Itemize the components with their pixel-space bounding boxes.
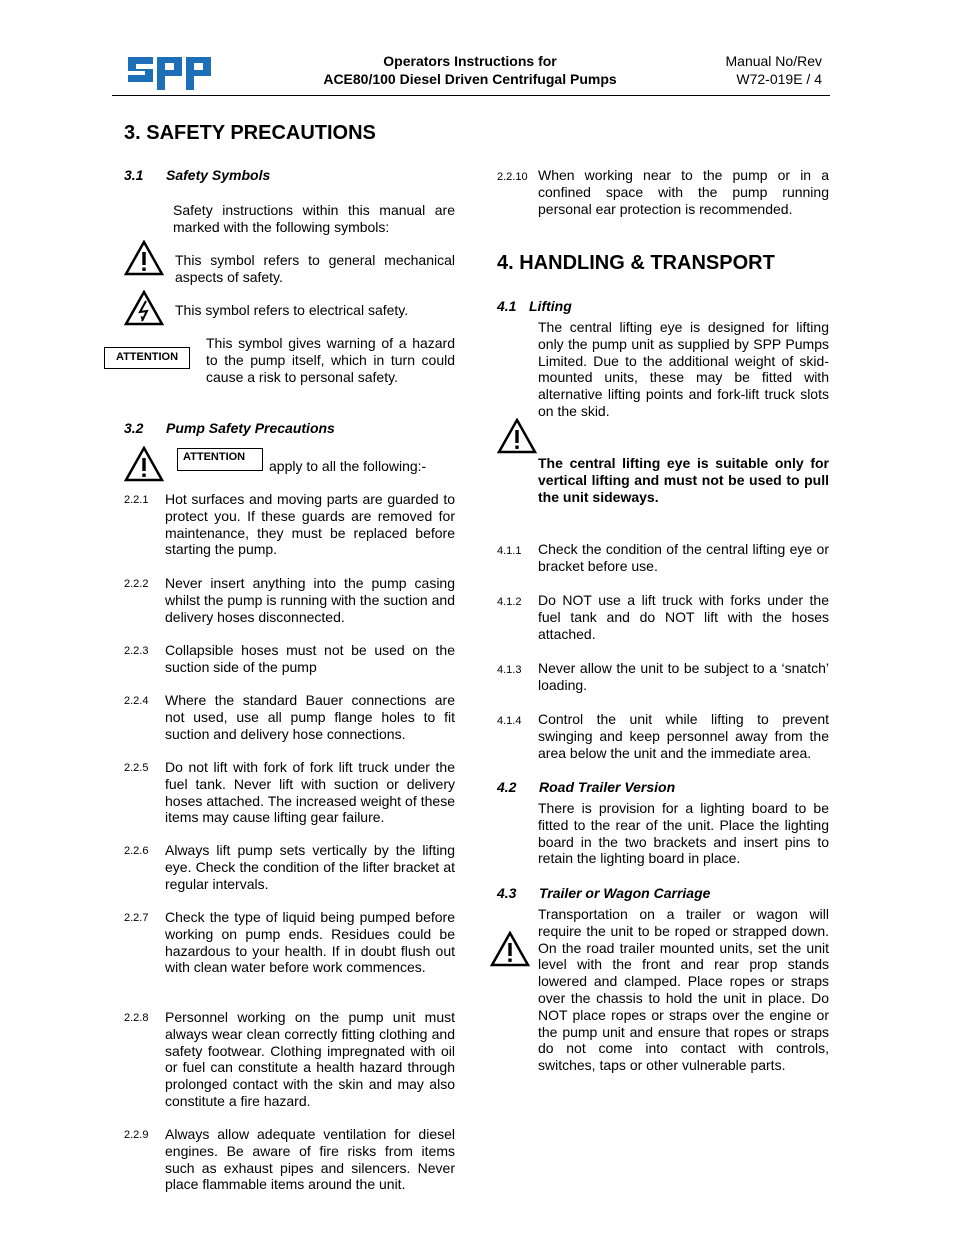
section-number: 3.1 bbox=[124, 167, 144, 183]
precaution-item-text: Always lift pump sets vertically by the lifting eye. Check the condition of the lifter bracket at regular intervals. bbox=[165, 842, 455, 892]
spp-logo bbox=[128, 57, 212, 90]
section-3-2-heading bbox=[124, 420, 335, 436]
section-number: 3.2 bbox=[124, 420, 144, 436]
section-number: 4.3 bbox=[497, 885, 517, 901]
attention-label: ATTENTION bbox=[177, 448, 263, 471]
lifting-warning: The central lifting eye is suitable only for vertical lifting and must not be used to pull the unit sideways. bbox=[538, 455, 829, 505]
lifting-item-text: Check the condition of the central lifting eye or bracket before use. bbox=[538, 541, 829, 574]
title-line-2: ACE80/100 Diesel Driven Centrifugal Pumps bbox=[323, 71, 617, 87]
item-number: 2.2.7 bbox=[124, 912, 149, 924]
manual-label: Manual No/Rev bbox=[725, 53, 822, 69]
item-number: 4.1.4 bbox=[497, 715, 522, 727]
section-title: Trailer or Wagon Carriage bbox=[539, 885, 711, 901]
section-title: Road Trailer Version bbox=[539, 779, 676, 795]
section-4-1-heading bbox=[497, 298, 572, 314]
precaution-item-text: Hot surfaces and moving parts are guarded to protect you. If these guards are removed for maintenance, they must be replaced before starting the pump. bbox=[165, 491, 455, 558]
item-number: 2.2.2 bbox=[124, 578, 149, 590]
precaution-item-text: Do not lift with fork of fork lift truck under the fuel tank. Never lift with suction or delivery hoses attached. The increased weight of these items may cause lifting gear failure. bbox=[165, 759, 455, 826]
section-4-heading: 4. HANDLING & TRANSPORT bbox=[497, 252, 775, 274]
section-title: Lifting bbox=[529, 298, 572, 314]
warning-triangle-icon bbox=[124, 446, 164, 482]
item-number: 4.1.1 bbox=[497, 545, 522, 557]
attention-symbol-text: This symbol gives warning of a hazard to the pump itself, which in turn could cause a risk to personal safety. bbox=[206, 335, 455, 385]
attention-label: ATTENTION bbox=[104, 347, 190, 369]
electrical-symbol-text: This symbol refers to electrical safety. bbox=[175, 302, 409, 318]
section-title: Safety Symbols bbox=[166, 167, 271, 183]
section-number: 4.1 bbox=[497, 298, 517, 314]
attention-applies-text: apply to all the following:- bbox=[269, 458, 427, 474]
manual-number: W72-019E / 4 bbox=[736, 71, 822, 87]
item-number: 2.2.3 bbox=[124, 645, 149, 657]
section-number: 4.2 bbox=[497, 779, 517, 795]
section-3-1-heading bbox=[124, 167, 270, 183]
section-3-heading: 3. SAFETY PRECAUTIONS bbox=[124, 122, 376, 144]
lifting-item-text: Do NOT use a lift truck with forks under the fuel tank and do NOT lift with the hoses attached. bbox=[538, 592, 829, 642]
road-trailer-text: There is provision for a lighting board to be fitted to the rear of the unit. Place the lighting board in the two brackets and insert pins to retain the lighting board in place. bbox=[538, 800, 829, 867]
precaution-item-text: Never insert anything into the pump casing whilst the pump is running with the suction and delivery hoses disconnected. bbox=[165, 575, 455, 625]
item-number: 2.2.5 bbox=[124, 762, 149, 774]
lifting-item-text: Never allow the unit to be subject to a ‘snatch’ loading. bbox=[538, 660, 829, 693]
header-divider bbox=[112, 95, 830, 96]
item-number: 2.2.6 bbox=[124, 845, 149, 857]
precaution-item-text: Collapsible hoses must not be used on the suction side of the pump bbox=[165, 642, 455, 675]
lifting-description: The central lifting eye is designed for lifting only the pump unit as supplied by SPP Pumps Limited. Due to the additional weight of skid-mounted units, these may be fitted with alternative lifting points and fork-lift truck slots on the skid. bbox=[538, 319, 829, 419]
item-number: 4.1.2 bbox=[497, 596, 522, 608]
item-number: 2.2.8 bbox=[124, 1012, 149, 1024]
manual-info bbox=[700, 52, 822, 88]
document-title bbox=[300, 52, 640, 88]
precaution-item-text: Always allow adequate ventilation for diesel engines. Be aware of fire risks from items such as exhaust pipes and silencers. Never place flammable items around the unit. bbox=[165, 1126, 455, 1193]
item-number: 2.2.4 bbox=[124, 695, 149, 707]
warning-triangle-icon bbox=[124, 240, 164, 276]
section-4-2-heading bbox=[497, 779, 675, 795]
warning-triangle-icon bbox=[497, 418, 537, 454]
safety-symbols-intro: Safety instructions within this manual are marked with the following symbols: bbox=[173, 202, 455, 235]
item-number: 2.2.9 bbox=[124, 1129, 149, 1141]
mechanical-symbol-text: This symbol refers to general mechanical aspects of safety. bbox=[175, 252, 455, 285]
warning-triangle-icon bbox=[490, 931, 530, 967]
electrical-hazard-icon bbox=[124, 290, 164, 326]
lifting-item-text: Control the unit while lifting to prevent swinging and keep personnel away from the area below the unit and the immediate area. bbox=[538, 711, 829, 761]
trailer-carriage-text: Transportation on a trailer or wagon will require the unit to be roped or strapped down. On the road trailer mounted units, set the unit level with the front and rear prop stands lowered and clamped. Place ropes or straps over the chassis to hold the unit in place. Do NOT place ropes or straps over the engine or the pump unit and ensure that ropes or straps do not come into contact with controls, switches, taps or other vulnerable parts. bbox=[538, 906, 829, 1074]
section-4-3-heading bbox=[497, 885, 710, 901]
precaution-item-text: Where the standard Bauer connections are not used, use all pump flange holes to fit suction and delivery hose connections. bbox=[165, 692, 455, 742]
spp-logo-graphic bbox=[128, 57, 212, 90]
item-number: 4.1.3 bbox=[497, 664, 522, 676]
precaution-item-text: Check the type of liquid being pumped before working on pump ends. Residues could be hazardous to your health. If in doubt flush out with clean water before work commences. bbox=[165, 909, 455, 976]
precaution-item-text: Personnel working on the pump unit must always wear clean correctly fitting clothing and safety footwear. Clothing impregnated with oil or fuel can constitute a health hazard through prolonged contact with the skin and may also constitute a fire hazard. bbox=[165, 1009, 455, 1109]
title-line-1: Operators Instructions for bbox=[383, 53, 557, 69]
item-number: 2.2.10 bbox=[497, 171, 528, 183]
section-title: Pump Safety Precautions bbox=[166, 420, 335, 436]
precaution-item-text: When working near to the pump or in a confined space with the pump running personal ear protection is recommended. bbox=[538, 167, 829, 217]
item-number: 2.2.1 bbox=[124, 494, 149, 506]
